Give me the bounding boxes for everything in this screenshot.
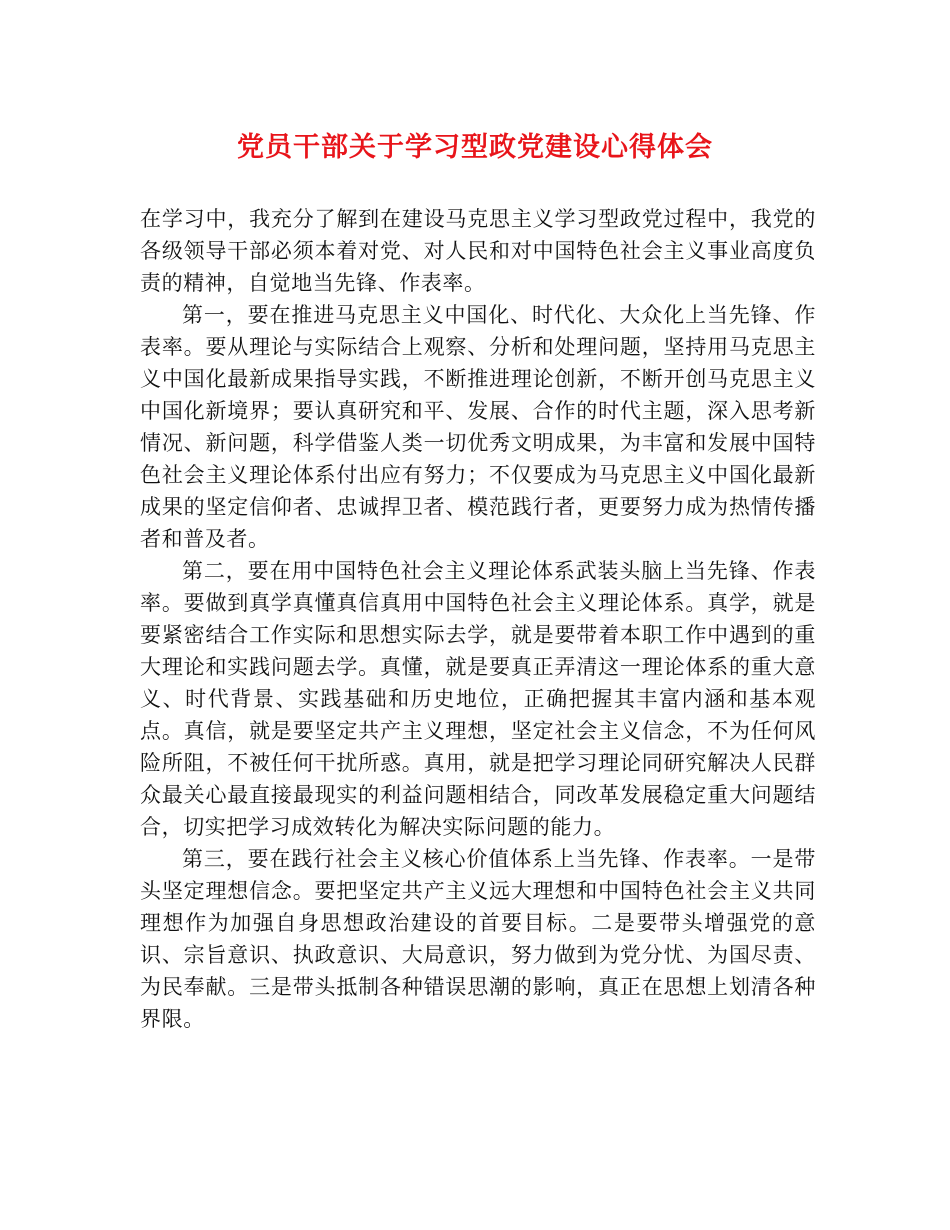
document-body <box>140 203 816 1035</box>
paragraph-intro: 在学习中，我充分了解到在建设马克思主义学习型政党过程中，我党的各级领导干部必须本着对党、对人民和对中国特色社会主义事业高度负责的精神，自觉地当先锋、作表率。 <box>140 207 816 295</box>
paragraph-second-point: 第二，要在用中国特色社会主义理论体系武装头脑上当先锋、作表率。要做到真学真懂真信真用中国特色社会主义理论体系。真学，就是要紧密结合工作实际和思想实际去学，就是要带着本职工作中遇到的重大理论和实践问题去学。真懂，就是要真正弄清这一理论体系的重大意义、时代背景、实践基础和历史地位，正确把握其丰富内涵和基本观点。真信，就是要坚定共产主义理想，坚定社会主义信念，不为任何风险所阻，不被任何干扰所惑。真用，就是把学习理论同研究解决人民群众最关心最直接最现实的利益问题相结合，同改革发展稳定重大问题结合，切实把学习成效转化为解决实际问题的能力。 <box>140 559 816 839</box>
paragraph-first-point: 第一，要在推进马克思主义中国化、时代化、大众化上当先锋、作表率。要从理论与实际结合上观察、分析和处理问题，坚持用马克思主义中国化最新成果指导实践，不断推进理论创新，不断开创马克思主义中国化新境界；要认真研究和平、发展、合作的时代主题，深入思考新情况、新问题，科学借鉴人类一切优秀文明成果，为丰富和发展中国特色社会主义理论体系付出应有努力；不仅要成为马克思主义中国化最新成果的坚定信仰者、忠诚捍卫者、模范践行者，更要努力成为热情传播者和普及者。 <box>140 303 816 551</box>
document-title: 党员干部关于学习型政党建设心得体会 <box>237 132 713 163</box>
paragraph-third-point: 第三，要在践行社会主义核心价值体系上当先锋、作表率。一是带头坚定理想信念。要把坚定共产主义远大理想和中国特色社会主义共同理想作为加强自身思想政治建设的首要目标。二是要带头增强党的意识、宗旨意识、执政意识、大局意识，努力做到为党分忧、为国尽责、为民奉献。三是带头抵制各种错误思潮的影响，真正在思想上划清各种界限。 <box>140 847 816 1031</box>
